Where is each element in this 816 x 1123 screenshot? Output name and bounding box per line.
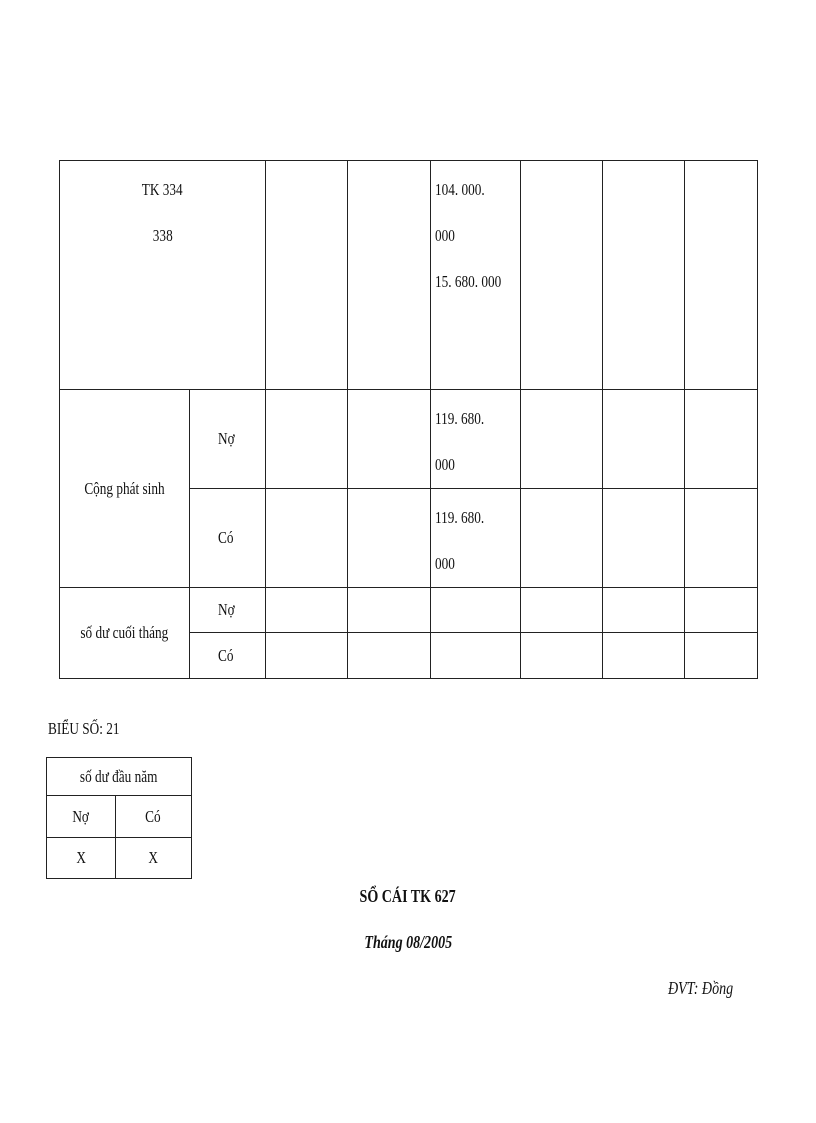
empty-cell xyxy=(348,489,431,588)
empty-cell xyxy=(266,588,348,633)
account-code: 338 xyxy=(152,226,173,245)
totals-label: Cộng phát sinh xyxy=(84,478,165,498)
credit-label-cell xyxy=(189,633,266,679)
credit-value-cell xyxy=(115,838,191,879)
empty-cell xyxy=(348,390,431,489)
credit-value: X xyxy=(148,848,159,867)
table-row-accounts xyxy=(60,161,758,390)
credit-label: Có xyxy=(217,645,234,665)
period-text: Tháng 08/2005 xyxy=(364,932,452,952)
unit-text: ĐVT: Đồng xyxy=(668,978,734,998)
amount-cell xyxy=(430,489,520,588)
debit-label: Nợ xyxy=(217,600,235,619)
amount-line: 104. 000. xyxy=(434,180,485,199)
amount-cell xyxy=(430,161,520,390)
credit-label: Có xyxy=(217,528,234,547)
empty-cell xyxy=(685,390,758,489)
debit-label: Nợ xyxy=(72,806,90,826)
empty-cell xyxy=(430,588,520,633)
unit-label xyxy=(668,978,752,999)
form-number-text: BIỂU SỐ: 21 xyxy=(48,719,120,738)
amount-cell xyxy=(430,390,520,489)
empty-cell xyxy=(685,489,758,588)
empty-cell xyxy=(348,633,431,679)
debit-label-cell xyxy=(189,588,266,633)
credit-label-cell xyxy=(115,796,191,838)
debit-label-cell xyxy=(47,796,116,838)
ledger-title-text: SỔ CÁI TK 627 xyxy=(359,886,457,906)
table-row xyxy=(47,796,192,838)
amount-line: 119. 680. xyxy=(434,409,484,428)
credit-label-cell xyxy=(189,489,266,588)
debit-label-cell xyxy=(189,390,266,489)
empty-cell xyxy=(430,633,520,679)
account-cell xyxy=(60,161,266,390)
empty-cell xyxy=(266,390,348,489)
empty-cell xyxy=(520,489,603,588)
ledger-table xyxy=(59,160,758,679)
empty-cell xyxy=(603,633,685,679)
period xyxy=(0,932,816,953)
empty-cell xyxy=(685,161,758,390)
credit-label: Có xyxy=(145,806,162,826)
form-number xyxy=(48,719,140,739)
debit-value: X xyxy=(75,848,86,867)
amount-line: 15. 680. 000 xyxy=(434,272,502,291)
table-row-closing-debit xyxy=(60,588,758,633)
table-row xyxy=(47,838,192,879)
empty-cell xyxy=(348,588,431,633)
empty-cell xyxy=(685,633,758,679)
empty-cell xyxy=(520,390,603,489)
empty-cell xyxy=(520,633,603,679)
empty-cell xyxy=(603,588,685,633)
empty-cell xyxy=(520,588,603,633)
empty-cell xyxy=(266,489,348,588)
closing-label-cell xyxy=(60,588,190,679)
debit-value-cell xyxy=(47,838,116,879)
empty-cell xyxy=(603,161,685,390)
empty-cell xyxy=(520,161,603,390)
closing-label: số dư cuối tháng xyxy=(80,623,169,642)
debit-label: Nợ xyxy=(217,429,235,448)
amount-line: 000 xyxy=(434,226,455,245)
empty-cell xyxy=(266,161,348,390)
empty-cell xyxy=(603,489,685,588)
opening-header-cell xyxy=(47,758,192,796)
amount-line: 000 xyxy=(434,554,455,573)
totals-label-cell xyxy=(60,390,190,588)
table-row-totals-debit xyxy=(60,390,758,489)
table-row xyxy=(47,758,192,796)
empty-cell xyxy=(685,588,758,633)
empty-cell xyxy=(348,161,431,390)
amount-line: 119. 680. xyxy=(434,508,484,527)
empty-cell xyxy=(603,390,685,489)
empty-cell xyxy=(266,633,348,679)
amount-line: 000 xyxy=(434,455,455,474)
opening-header: số dư đầu năm xyxy=(80,766,158,786)
ledger-title xyxy=(0,886,816,907)
account-code: TK 334 xyxy=(142,180,184,199)
opening-balance-table xyxy=(46,757,192,879)
